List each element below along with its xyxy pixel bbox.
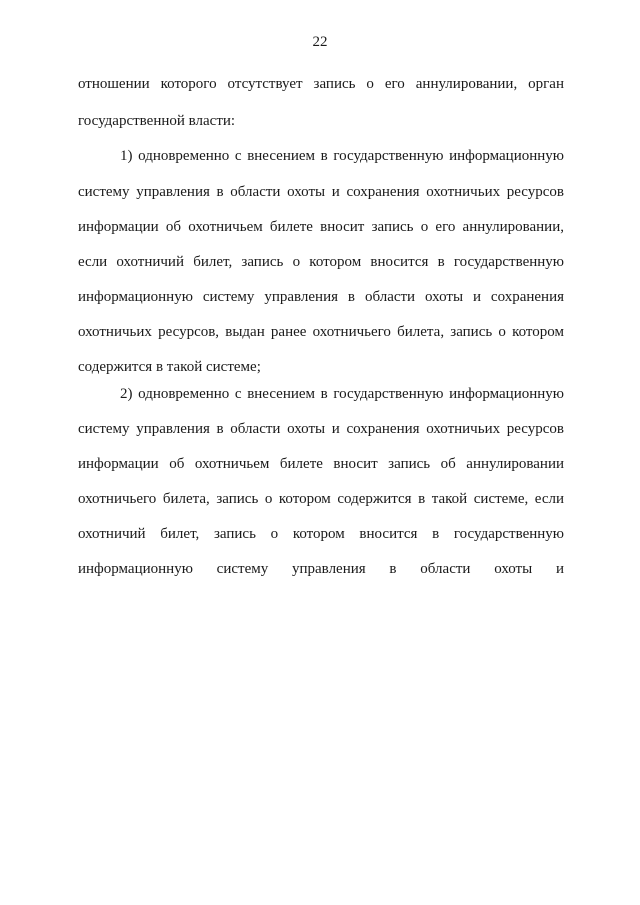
text-line: государственной власти: [78, 113, 236, 129]
text-line: систему управления в области охоты и сохранения охотничьих ресурсов [78, 421, 564, 437]
text-line: отношении которого отсутствует запись о его аннулировании, орган [78, 76, 564, 92]
text-line: информационную систему управления в области охоты и сохранения [78, 289, 564, 305]
text-line: информационную систему управления в области охоты и [78, 561, 564, 577]
text-line: охотничьего билета, запись о котором содержится в такой системе, если [78, 491, 564, 507]
text-line: 2) одновременно с внесением в государственную информационную [120, 386, 564, 402]
text-line: охотничий билет, запись о котором вносится в государственную [78, 526, 564, 542]
text-line: систему управления в области охоты и сохранения охотничьих ресурсов [78, 184, 564, 200]
text-line: если охотничий билет, запись о котором вносится в государственную [78, 254, 564, 270]
text-line: 1) одновременно с внесением в государственную информационную [120, 148, 564, 164]
text-line: содержится в такой системе; [78, 359, 261, 375]
text-line: информации об охотничьем билете вносит запись об аннулировании [78, 456, 564, 472]
text-line: информации об охотничьем билете вносит запись о его аннулировании, [78, 219, 564, 235]
page-number: 22 [312, 34, 328, 50]
text-line: охотничьих ресурсов, выдан ранее охотничьего билета, запись о котором [78, 324, 564, 340]
